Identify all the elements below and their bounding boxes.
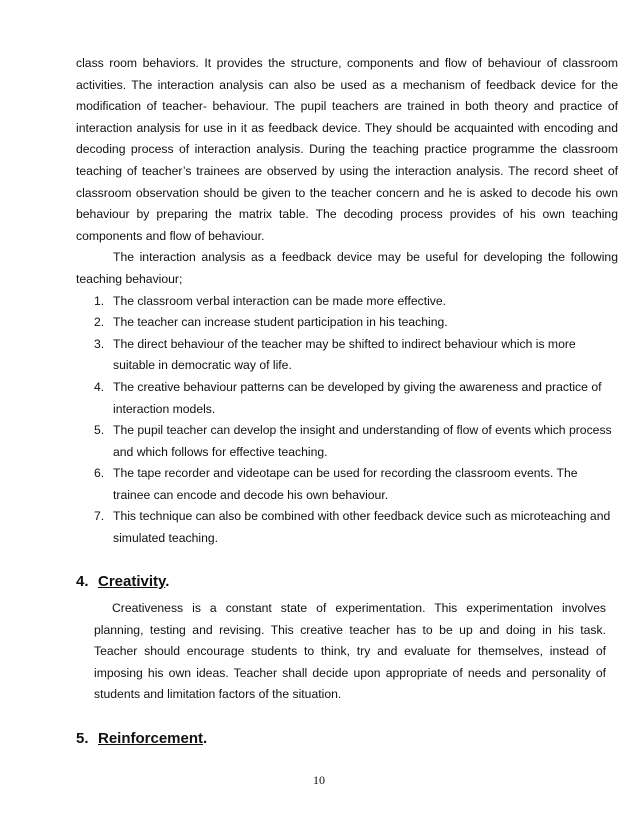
list-item-number: 3. bbox=[94, 336, 105, 351]
list-item bbox=[76, 506, 618, 549]
list-item-text: This technique can also be combined with other feedback device such as microteaching and simulated teaching. bbox=[113, 509, 611, 546]
list-item-number: 7. bbox=[94, 509, 105, 524]
list-item-number: 6. bbox=[94, 466, 105, 481]
section-heading-creativity bbox=[76, 572, 169, 592]
list-item-text: The teacher can increase student participation in his teaching. bbox=[113, 315, 448, 330]
list-item bbox=[76, 463, 618, 506]
list-item bbox=[76, 291, 618, 313]
section-number: 5. bbox=[76, 730, 89, 747]
section-title-period: . bbox=[203, 730, 208, 747]
list-item bbox=[76, 312, 618, 334]
list-item-number: 4. bbox=[94, 379, 105, 394]
list-item-text: The creative behaviour patterns can be developed by giving the awareness and practice of interaction models. bbox=[113, 379, 602, 416]
section-title: Creativity bbox=[98, 573, 166, 590]
list-item-text: The classroom verbal interaction can be made more effective. bbox=[113, 293, 447, 308]
section-title: Reinforcement bbox=[98, 730, 204, 747]
section-heading-reinforcement bbox=[76, 729, 207, 749]
creativity-body bbox=[94, 598, 606, 706]
intro-lead-paragraph: The interaction analysis as a feedback device may be useful for developing the following teaching behaviour; bbox=[76, 250, 618, 286]
section-title-period: . bbox=[165, 573, 170, 590]
list-item bbox=[76, 377, 618, 420]
list-item-number: 2. bbox=[94, 315, 105, 330]
list-item bbox=[76, 334, 618, 377]
intro-block bbox=[76, 53, 618, 550]
feedback-benefits-list bbox=[76, 291, 618, 550]
page-number: 10 bbox=[313, 773, 325, 787]
list-item-text: The tape recorder and videotape can be used for recording the classroom events. The trainee can encode and decode his own behaviour. bbox=[113, 466, 578, 502]
list-item-text: The direct behaviour of the teacher may be shifted to indirect behaviour which is more suitable in democratic way of life. bbox=[113, 336, 576, 373]
list-item bbox=[76, 420, 618, 463]
list-item-text: The pupil teacher can develop the insight and understanding of flow of events which process and which follows for effective teaching. bbox=[113, 423, 612, 459]
section-number: 4. bbox=[76, 573, 89, 590]
creativity-paragraph: Creativeness is a constant state of experimentation. This experimentation involves planning, testing and revising. This creative teacher has to be up and doing in his task. Teacher should encourage students to think, try and evaluate for themselves, instead of imposing his own ideas. Teacher shall decide upon appropriate of needs and personality of students and limitation factors of the situation. bbox=[94, 601, 606, 702]
list-item-number: 1. bbox=[94, 293, 105, 308]
intro-paragraph: class room behaviors. It provides the structure, components and flow of behaviour of classroom activities. The interaction analysis can also be used as a mechanism of feedback device for the modification of teacher- behaviour. The pupil teachers are trained in both theory and practice of interaction analysis for use in it as feedback device. They should be acquainted with encoding and decoding process of interaction analysis. During the teaching practice programme the classroom teaching of teacher’s trainees are observed by using the interaction analysis. The record sheet of classroom observation should be given to the teacher concern and he is asked to decode his own behaviour by preparing the matrix table. The decoding process provides of his own teaching components and flow of behaviour. bbox=[76, 56, 618, 243]
list-item-number: 5. bbox=[94, 423, 105, 438]
